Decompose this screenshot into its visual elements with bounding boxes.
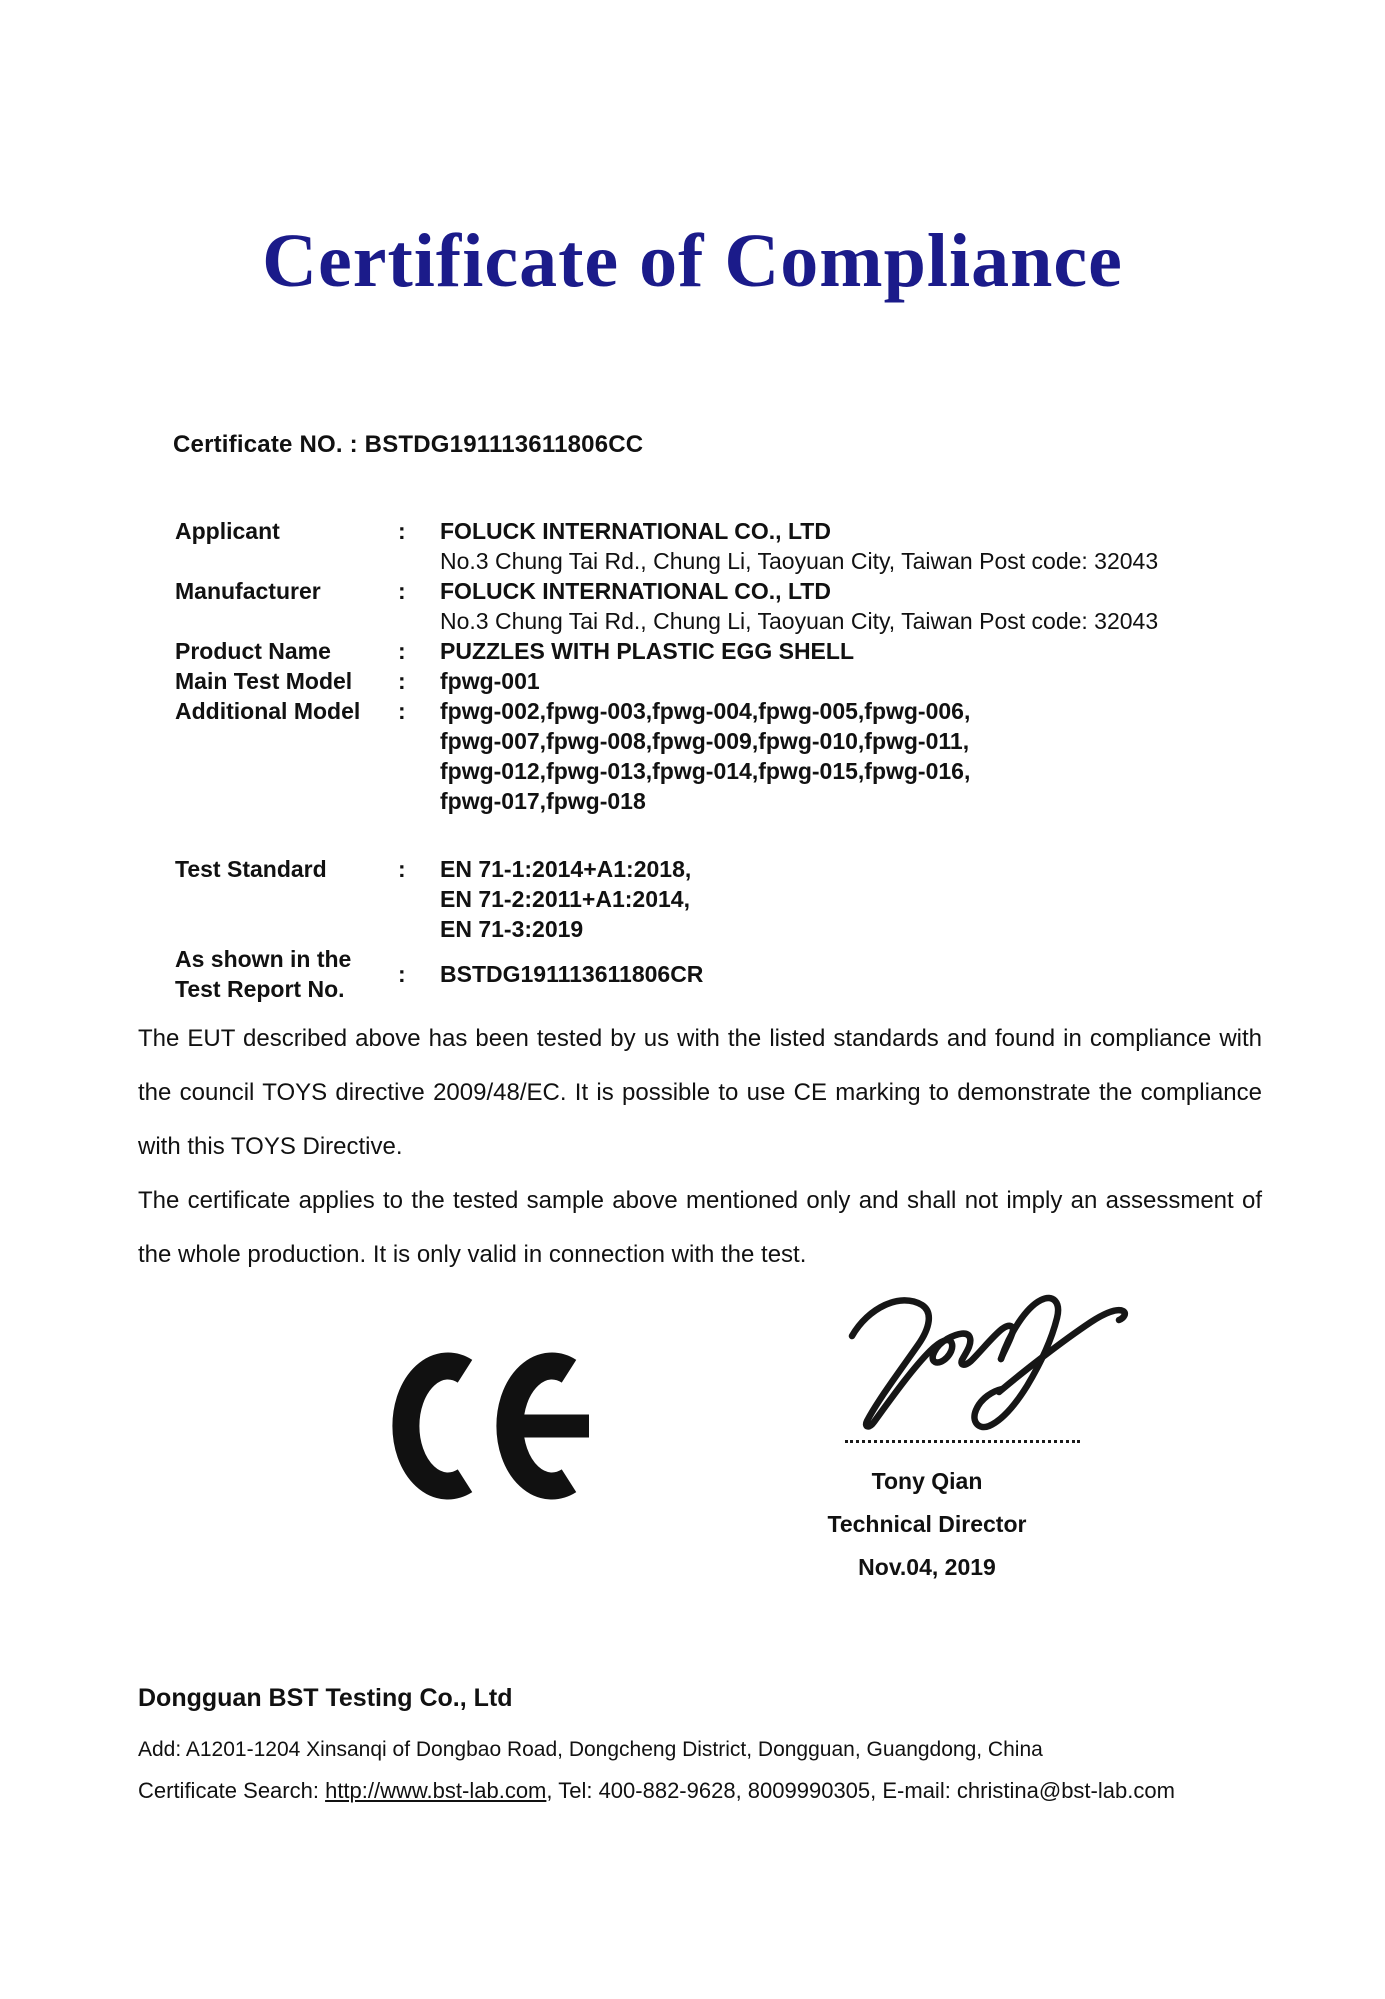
test-standard-label: Test Standard [175, 856, 327, 882]
manufacturer-label: Manufacturer [175, 578, 321, 604]
additional-model-line: fpwg-017,fpwg-018 [440, 788, 646, 814]
statement-paragraph-2: The certificate applies to the tested sample above mentioned only and shall not imply an assessment of the whole production. It is only valid in connection with the test. [138, 1187, 1262, 1268]
additional-model-row [175, 696, 1270, 816]
additional-model-line: fpwg-012,fpwg-013,fpwg-014,fpwg-015,fpwg-016, [440, 758, 971, 784]
additional-model-line: fpwg-007,fpwg-008,fpwg-009,fpwg-010,fpwg-011, [440, 728, 970, 754]
test-standard-line: EN 71-1:2014+A1:2018, [440, 856, 692, 882]
manufacturer-row [175, 576, 1270, 636]
product-name-row [175, 636, 1270, 666]
test-report-label-line2: Test Report No. [175, 976, 345, 1002]
colon: : [398, 856, 406, 882]
test-report-row [175, 944, 1270, 1004]
footer-address: Add: A1201-1204 Xinsanqi of Dongbao Road, Dongcheng District, Dongguan, Guangdong, China [138, 1738, 1043, 1761]
additional-model-line: fpwg-002,fpwg-003,fpwg-004,fpwg-005,fpwg-006, [440, 698, 971, 724]
certificate-number-line [173, 431, 643, 459]
manufacturer-name: FOLUCK INTERNATIONAL CO., LTD [440, 578, 831, 604]
colon: : [398, 668, 406, 694]
signature-image [838, 1272, 1153, 1440]
footer-contact-rest: , Tel: 400-882-9628, 8009990305, E-mail: christina@bst-lab.com [546, 1778, 1175, 1803]
test-standard-row [175, 854, 1270, 944]
applicant-label: Applicant [175, 518, 280, 544]
test-standard-line: EN 71-2:2011+A1:2014, [440, 886, 690, 912]
main-test-model-value: fpwg-001 [440, 668, 540, 694]
certificate-info-table [175, 516, 1270, 1004]
page-title: Certificate of Compliance [262, 219, 1123, 303]
test-standard-line: EN 71-3:2019 [440, 916, 584, 942]
footer-company-name: Dongguan BST Testing Co., Ltd [138, 1684, 513, 1712]
signature-line [845, 1440, 1080, 1443]
manufacturer-address: No.3 Chung Tai Rd., Chung Li, Taoyuan City, Taiwan Post code: 32043 [440, 608, 1159, 634]
signature-date: Nov.04, 2019 [858, 1554, 996, 1580]
applicant-name: FOLUCK INTERNATIONAL CO., LTD [440, 518, 831, 544]
footer-contact-line [138, 1778, 1175, 1804]
certificate-number-value: BSTDG191113611806CC [364, 431, 644, 458]
certificate-number-label: Certificate NO. : [173, 431, 358, 458]
product-name-label: Product Name [175, 638, 331, 664]
colon: : [398, 638, 406, 664]
colon: : [398, 518, 406, 544]
compliance-statements [138, 1012, 1262, 1282]
additional-model-label: Additional Model [175, 698, 361, 724]
test-report-label-line1: As shown in the [175, 946, 352, 972]
signature-block [782, 1460, 1072, 1589]
applicant-row [175, 516, 1270, 576]
colon: : [398, 578, 406, 604]
certificate-search-label: Certificate Search: [138, 1778, 326, 1803]
signer-title: Technical Director [827, 1511, 1027, 1537]
colon: : [398, 961, 406, 987]
product-name-value: PUZZLES WITH PLASTIC EGG SHELL [440, 638, 854, 664]
main-test-model-label: Main Test Model [175, 668, 353, 694]
ce-mark-icon [392, 1352, 597, 1500]
test-report-value: BSTDG191113611806CR [440, 961, 704, 987]
certificate-search-link[interactable]: http://www.bst-lab.com [325, 1778, 547, 1803]
main-test-model-row [175, 666, 1270, 696]
colon: : [398, 698, 406, 724]
signer-name: Tony Qian [871, 1468, 983, 1494]
statement-paragraph-1: The EUT described above has been tested by us with the listed standards and found in compliance with the council TOYS directive 2009/48/EC. It is possible to use CE marking to demonstrate the compliance with this TOYS Directive. [138, 1025, 1262, 1160]
applicant-address: No.3 Chung Tai Rd., Chung Li, Taoyuan City, Taiwan Post code: 32043 [440, 548, 1159, 574]
